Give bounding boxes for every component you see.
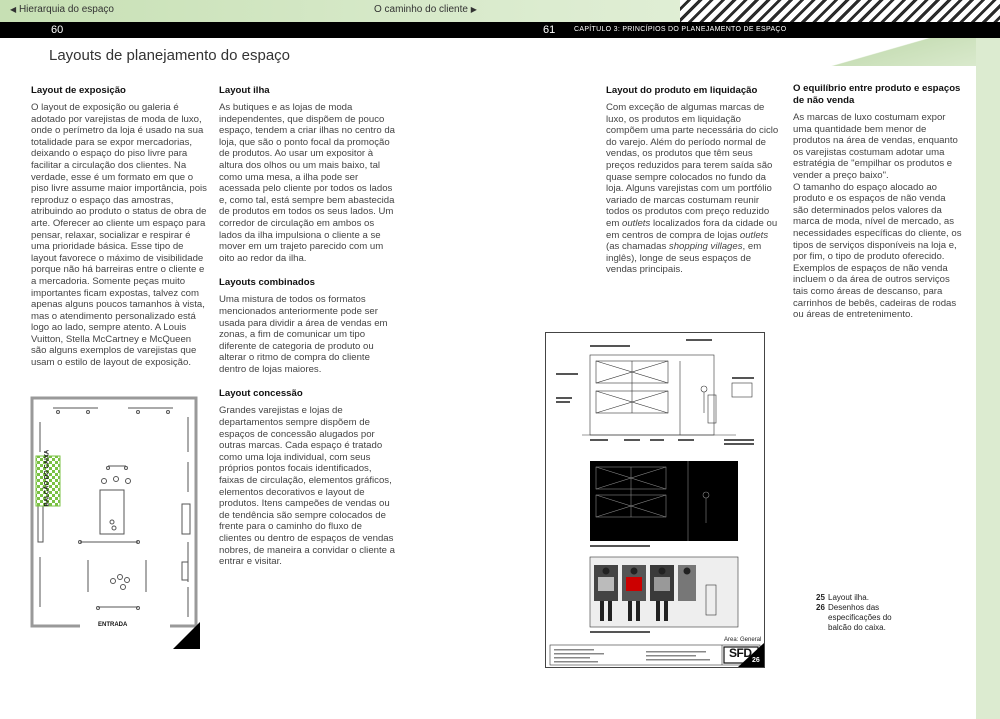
caption-26: [816, 603, 916, 633]
top-nav-bar: [0, 0, 1000, 22]
heading-combinados: Layouts combinados: [219, 277, 315, 289]
caption-number: 26: [816, 603, 825, 612]
page-number-bar: [0, 22, 1000, 38]
figure-25-badge-number: 25: [212, 638, 220, 645]
decorative-diagonal: [765, 38, 1000, 66]
heading-exposicao: Layout de exposição: [31, 85, 126, 96]
page-title: Layouts de planejamento do espaço: [49, 47, 291, 64]
text-italic: outlets: [739, 229, 769, 241]
text-run: , em inglês), longe de seus espaços de vendas principais.: [606, 241, 762, 276]
floor-plan-drawing: [28, 392, 200, 649]
nav-next-link[interactable]: [374, 4, 477, 15]
heading-equilibrio: O equilíbrio entre produto e espaços de não venda: [793, 83, 961, 106]
body-concessao: Grandes varejistas e lojas de departamentos sempre dispõem de espaços de concessão alugados por outras marcas. Cada espaço é tratado como uma loja individual, com seus próprios pontos focais identificados, faixas de circulação, elementos gráficos, elementos decorativos e layout de produtos. Itens campeões de vendas ou de tendência são sempre colocados de frente para o caminho do fluxo de clientes ou dentro de espaços de vendas nobres, de maneira a convidar o cliente a entrar e visitar.: [219, 405, 395, 568]
caption-text: Desenhos das especificações do balcão do caixa.: [828, 603, 892, 632]
sfd-logo: SFD: [729, 646, 752, 660]
text-run: localizados fora da cidade ou em centros de compra de lojas: [606, 217, 778, 241]
figure-26-badge-number: 26: [752, 657, 760, 664]
nav-next-label: O caminho do cliente: [374, 4, 468, 15]
arrow-left-icon: ◀: [10, 5, 17, 14]
text-run: (as chamadas: [606, 241, 669, 253]
area-label: Area: General: [724, 637, 762, 643]
figure-captions: [816, 593, 916, 633]
section-equilibrio: [793, 83, 963, 334]
text-italic: shopping villages: [668, 241, 743, 253]
section-exposicao: [31, 85, 207, 382]
column-2: [219, 85, 395, 581]
heading-ilha: Layout ilha: [219, 85, 270, 96]
decorative-stripes: [680, 0, 1000, 22]
cash-desk-label: BALCÃO DO CAIXA: [44, 449, 51, 506]
heading-concessao: Layout concessão: [219, 388, 303, 400]
decorative-side-band: [976, 38, 1000, 719]
body-ilha: As butiques e as lojas de moda independentes, que dispõem de pouco espaço, tendem a criar ilhas no centro da loja, que são o ponto focal da promoção de produtos. Ao usar um expositor à altura dos olhos ou um mais baixo, tal como uma mesa, a ilha pode ser acessada pelo cliente por todos os lados e, como tal, está sempre bem abastecida de produtos em todos os seus lados. Um corredor de circulação em ambos os lados da ilha impulsiona o cliente a se mover em um trajeto parecido com um oito ao redor da ilha.: [219, 102, 395, 264]
caption-25: [816, 593, 916, 603]
text-run: Com exceção de algumas marcas de luxo, os produtos em liquidação compõem uma parte necessária do ciclo do varejo. Além do período normal de vendas, os produtos que têm seus preços reduzidos para terem saída são quase sempre colocados no fundo da loja. Alguns varejistas com um portfólio variado de marcas costumam reunir todos os produtos com preço reduzido em: [606, 102, 779, 229]
spec-drawing-sheet: [546, 333, 764, 667]
body-combinados: Uma mistura de todos os formatos mencionados anteriormente pode ser usada para dividir a área de vendas em zonas, a fim de comunicar um tipo diferente de categoria de produto ou alterar o ritmo de compra do cliente dentro de lojas maiores.: [219, 294, 388, 375]
entrance-label: ENTRADA: [98, 622, 128, 628]
chapter-title: CAPÍTULO 3: PRINCÍPIOS DO PLANEJAMENTO DE ESPAÇO: [574, 26, 787, 33]
page-number-left: 60: [51, 24, 64, 36]
body-equilibrio-2: O tamanho do espaço alocado ao produto e os espaços de não venda são determinados pelos valores da marca de moda, nível de mercado, as necessidades específicas do cliente, os tipos de serviços disponíveis na loja e, por fim, o tipo de produto oferecido. Exemplos de espaços de não venda incluem o da área de outros serviços tais como áreas de descanso, para carrinhos de bebês, cadeiras de rodas ou áreas de entretenimento.: [793, 181, 962, 321]
page-number-right: 61: [543, 24, 556, 36]
caption-text: Layout ilha.: [828, 593, 869, 602]
figure-25-floor-plan: [28, 392, 220, 649]
figure-26-spec-drawings: [545, 332, 765, 668]
body-equilibrio-1: As marcas de luxo costumam expor uma quantidade bem menor de produtos na área de vendas, enquanto os varejistas costumam adotar uma estratégia de "empilhar os produtos e vender a preço baixo".: [793, 112, 958, 181]
section-liquidacao: [606, 85, 782, 289]
nav-previous-label: Hierarquia do espaço: [18, 4, 114, 15]
caption-number: 25: [816, 593, 825, 602]
text-italic: outlets: [622, 217, 651, 229]
body-exposicao: O layout de exposição ou galeria é adotado por varejistas de moda de luxo, onde o perímetro da loja é usado na sua totalidade para se expor mercadorias, deixando o espaço do piso livre para facilitar a circulação dos clientes. Na verdade, esse é um formato em que o piso livre assume maior importância, pois reproduz o espaço das amostras, atribuindo ao produto o status de obra de arte. Oferecer ao cliente um espaço para pensar, relaxar, socializar e respirar é uma prioridade básica. Esse tipo de layout favorece o máximo de visibilidade porque não há barreiras entre o cliente e a mercadoria. Somente peças muito importantes ficam expostas, talvez com apenas alguns poucos tamanhos à vista, mas o atendimento personalizado está logo ao lado, sempre atento. A Louis Vuitton, Stella McCartney e McQueen são alguns exemplos de varejistas que usam o estilo de layout de exposição.: [31, 102, 207, 369]
arrow-right-icon: ▶: [470, 5, 477, 14]
body-liquidacao: [606, 102, 782, 276]
nav-previous-link[interactable]: [10, 4, 114, 15]
cash-desk-label-box: [34, 449, 62, 506]
heading-liquidacao: Layout do produto em liquidação: [606, 85, 758, 96]
